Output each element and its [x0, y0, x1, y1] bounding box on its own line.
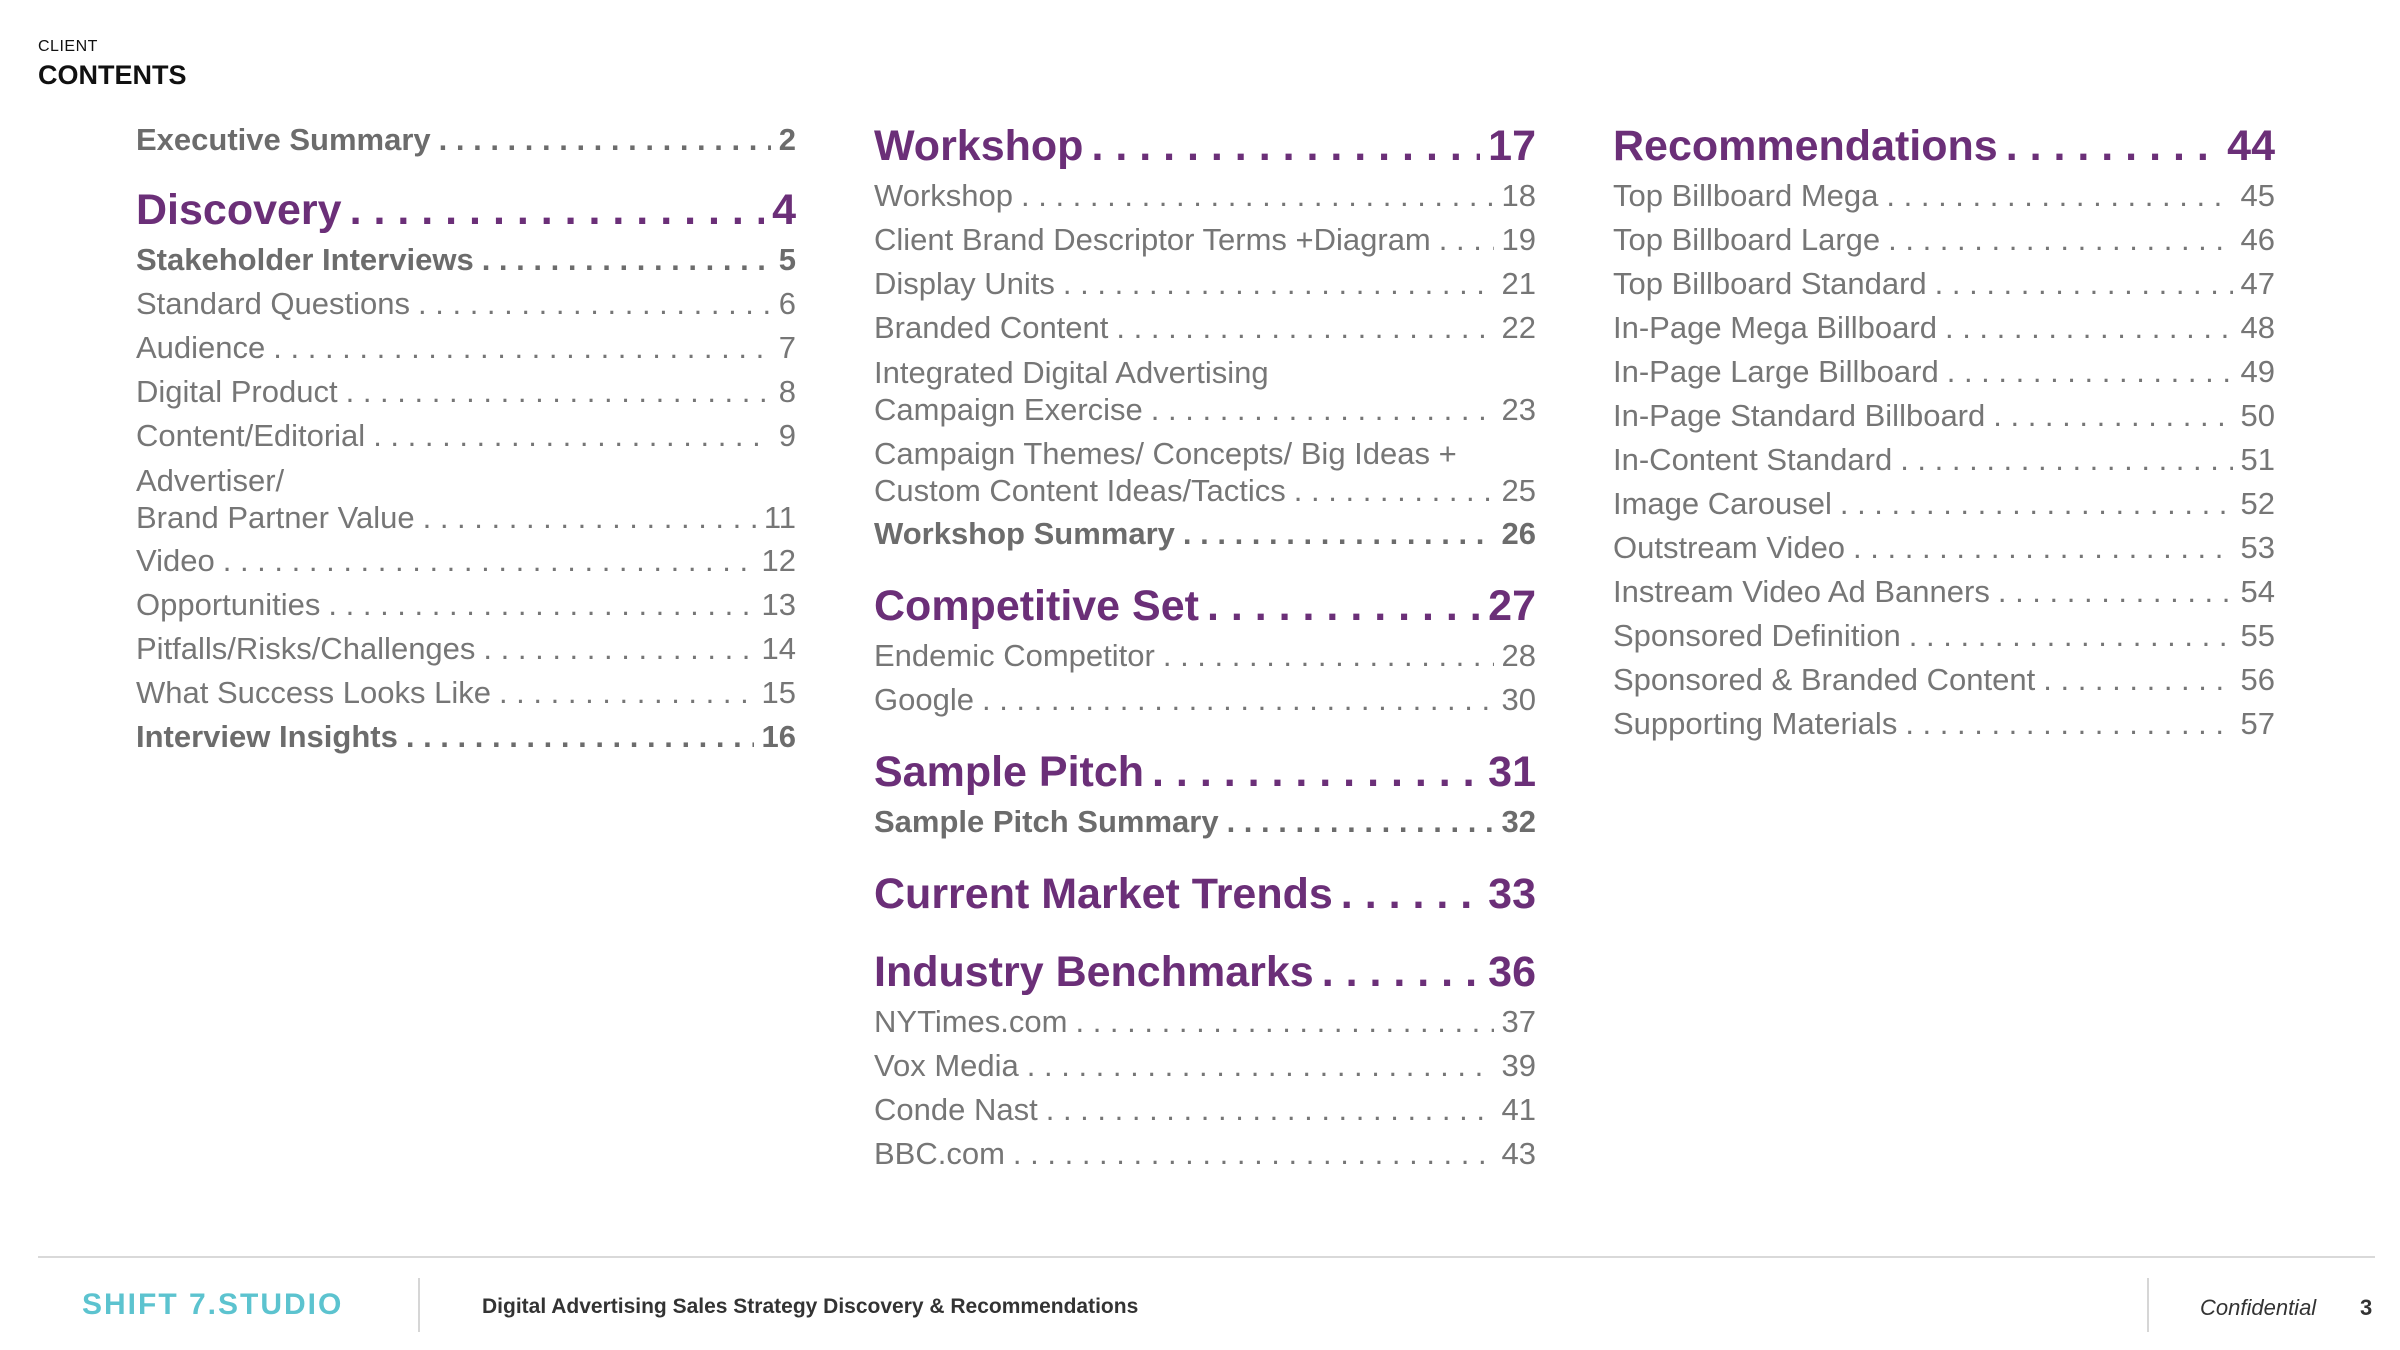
- toc-entry-sponsored-branded-content[interactable]: Sponsored & Branded Content . . . 56: [1613, 658, 2275, 702]
- toc-entry-standard-questions[interactable]: Standard Questions . . . 6: [136, 282, 796, 326]
- toc-entry-workshop[interactable]: Workshop . . . 18: [874, 174, 1536, 218]
- toc-section-sample-pitch[interactable]: Sample Pitch . . . 31: [874, 744, 1536, 800]
- confidential-label: Confidential: [2200, 1295, 2317, 1320]
- toc-entry-vox-media[interactable]: Vox Media . . . 39: [874, 1044, 1536, 1088]
- page-title: CONTENTS: [38, 60, 187, 90]
- toc-entry-opportunities[interactable]: Opportunities . . . 13: [136, 583, 796, 627]
- toc-entry-endemic-competitor[interactable]: Endemic Competitor . . . 28: [874, 634, 1536, 678]
- toc-entry-conde-nast[interactable]: Conde Nast . . . 41: [874, 1088, 1536, 1132]
- toc-entry-executive-summary[interactable]: Executive Summary . . . 2: [136, 118, 796, 162]
- toc-entry-instream-video-ad-banners[interactable]: Instream Video Ad Banners . . . 54: [1613, 570, 2275, 614]
- toc-entry-in-page-large-billboard[interactable]: In-Page Large Billboard . . . 49: [1613, 350, 2275, 394]
- toc-column-2: [874, 118, 1536, 1176]
- toc-column-1: [136, 118, 796, 759]
- toc-entry-nytimes[interactable]: NYTimes.com . . . 37: [874, 1000, 1536, 1044]
- toc-entry-display-units[interactable]: Display Units . . . 21: [874, 262, 1536, 306]
- toc-entry-branded-content[interactable]: Branded Content . . . 22: [874, 306, 1536, 350]
- toc-entry-google[interactable]: Google . . . 30: [874, 678, 1536, 722]
- footer-divider: [38, 1256, 2375, 1258]
- toc-column-3: [1613, 118, 2275, 746]
- toc-entry-top-billboard-standard[interactable]: Top Billboard Standard . . . 47: [1613, 262, 2275, 306]
- footer-separator: [418, 1278, 420, 1332]
- toc-entry-what-success-looks-like[interactable]: What Success Looks Like . . . 15: [136, 671, 796, 715]
- brand-logo: SHIFT 7.STUDIO: [82, 1288, 344, 1321]
- toc-entry-supporting-materials[interactable]: Supporting Materials . . . 57: [1613, 702, 2275, 746]
- toc-entry-pitfalls[interactable]: Pitfalls/Risks/Challenges . . . 14: [136, 627, 796, 671]
- toc-entry-in-page-mega-billboard[interactable]: In-Page Mega Billboard . . . 48: [1613, 306, 2275, 350]
- toc-entry-outstream-video[interactable]: Outstream Video . . . 53: [1613, 526, 2275, 570]
- toc-entry-brand-descriptor-terms[interactable]: Client Brand Descriptor Terms +Diagram . . . 19: [874, 218, 1536, 262]
- toc-entry-image-carousel[interactable]: Image Carousel . . . 52: [1613, 482, 2275, 526]
- toc-section-recommendations[interactable]: Recommendations . . . 44: [1613, 118, 2275, 174]
- toc-section-discovery[interactable]: Discovery . . . 4: [136, 182, 796, 238]
- toc-entry-sample-pitch-summary[interactable]: Sample Pitch Summary . . . 32: [874, 800, 1536, 844]
- toc-section-industry-benchmarks[interactable]: Industry Benchmarks . . . 36: [874, 944, 1536, 1000]
- toc-section-current-market-trends[interactable]: Current Market Trends . . . 33: [874, 866, 1536, 922]
- toc-entry-bbc[interactable]: BBC.com . . . 43: [874, 1132, 1536, 1176]
- toc-entry-in-page-standard-billboard[interactable]: In-Page Standard Billboard . . . 50: [1613, 394, 2275, 438]
- toc-entry-audience[interactable]: Audience . . . 7: [136, 326, 796, 370]
- toc-entry-campaign-themes[interactable]: Campaign Themes/ Concepts/ Big Ideas + Custom Content Ideas/Tactics . . . 25: [874, 431, 1536, 512]
- page-number: 3: [2360, 1295, 2373, 1320]
- client-label: CLIENT: [38, 38, 98, 55]
- toc-section-workshop[interactable]: Workshop . . . 17: [874, 118, 1536, 174]
- toc-section-competitive-set[interactable]: Competitive Set . . . 27: [874, 578, 1536, 634]
- toc-entry-video[interactable]: Video . . . 12: [136, 539, 796, 583]
- toc-entry-interview-insights[interactable]: Interview Insights . . . 16: [136, 715, 796, 759]
- toc-entry-workshop-summary[interactable]: Workshop Summary . . . 26: [874, 512, 1536, 556]
- toc-entry-content-editorial[interactable]: Content/Editorial . . . 9: [136, 414, 796, 458]
- footer-separator: [2147, 1278, 2149, 1332]
- toc-entry-stakeholder-interviews[interactable]: Stakeholder Interviews . . . 5: [136, 238, 796, 282]
- toc-entry-brand-partner-value[interactable]: Advertiser/ Brand Partner Value . . . 11: [136, 458, 796, 539]
- toc-entry-top-billboard-mega[interactable]: Top Billboard Mega . . . 45: [1613, 174, 2275, 218]
- toc-entry-in-content-standard[interactable]: In-Content Standard . . . 51: [1613, 438, 2275, 482]
- toc-entry-digital-product[interactable]: Digital Product . . . 8: [136, 370, 796, 414]
- document-title: Digital Advertising Sales Strategy Discovery & Recommendations: [482, 1295, 1139, 1318]
- toc-entry-sponsored-definition[interactable]: Sponsored Definition . . . 55: [1613, 614, 2275, 658]
- toc-entry-campaign-exercise[interactable]: Integrated Digital Advertising Campaign Exercise . . . 23: [874, 350, 1536, 431]
- toc-entry-top-billboard-large[interactable]: Top Billboard Large . . . 46: [1613, 218, 2275, 262]
